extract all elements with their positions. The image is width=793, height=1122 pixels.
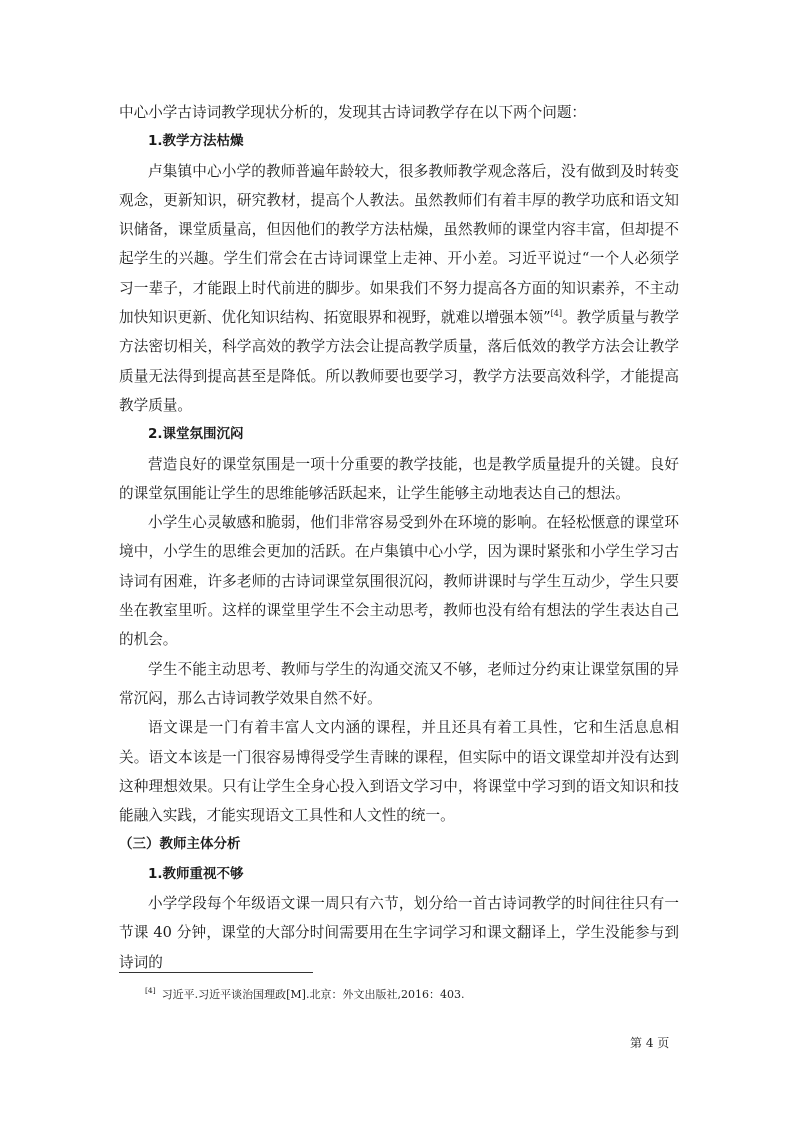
paragraph-intro: 中心小学古诗词教学现状分析的，发现其古诗词教学存在以下两个问题： — [119, 104, 587, 121]
paragraph-teaching-method — [119, 157, 679, 421]
heading-teaching-method: 1.教学方法枯燥 — [148, 133, 244, 150]
paragraph-text-after-cite: 。教学质量与教学方法密切相关，科学高效的教学方法会让提高教学质量，落后低效的教学方法会让教学质量无法得到提高甚至是降低。所以教师要也要学习，教学方法要高效科学，才能提高教学质量。 — [119, 309, 679, 414]
footnote-rule — [119, 972, 313, 973]
paragraph-atmosphere-4: 语文课是一门有着丰富人文内涵的课程，并且还具有着工具性，它和生活息息相关。语文本该是一门很容易博得受学生青睐的课程，但实际中的语文课堂却并没有达到这种理想效果。只有让学生全身心投入到语文学习中，将课堂中学习到的语文知识和技能融入实践，才能实现语文工具性和人文性的统一。 — [119, 719, 679, 825]
section-heading-teacher-analysis: （三）教师主体分析 — [119, 836, 241, 853]
heading-teacher-attention: 1.教师重视不够 — [148, 865, 244, 882]
body-text — [119, 98, 679, 977]
heading-class-atmosphere: 2.课堂氛围沉闷 — [148, 426, 244, 443]
paragraph-atmosphere-3: 学生不能主动思考、教师与学生的沟通交流又不够，老师过分约束让课堂氛围的异常沉闷，那么古诗词教学效果自然不好。 — [119, 660, 679, 707]
footnote-text: 习近平.习近平谈治国理政[M].北京：外文出版社,2016：403. — [161, 988, 465, 1001]
paragraph-atmosphere-1: 营造良好的课堂氛围是一项十分重要的教学技能，也是教学质量提升的关键。良好的课堂氛围能让学生的思维能够活跃起来，让学生能够主动地表达自己的想法。 — [119, 455, 679, 502]
paragraph-text: 卢集镇中心小学的教师普遍年龄较大，很多教师教学观念落后，没有做到及时转变观念，更新知识，研究教材，提高个人教法。虽然教师们有着丰厚的教学功底和语文知识储备，课堂质量高，但因他们的教学方法枯燥，虽然教师的课堂内容丰富，但却提不起学生的兴趣。学生们常会在古诗词课堂上走神、开小差。习近平说过“一个人必须学习一辈子，才能跟上时代前进的脚步。如果我们不努力提高各方面的知识素养，不主动加快知识更新、优化知识结构、拓宽眼界和视野，就难以增强本领” — [119, 162, 679, 327]
footnote — [145, 986, 464, 1002]
citation-marker: [4] — [550, 309, 562, 319]
paragraph-teacher-attention: 小学学段每个年级语文课一周只有六节，划分给一首古诗词教学的时间往往只有一节课 40 分钟，课堂的大部分时间需要用在生字词学习和课文翻译上，学生没能参与到诗词的 — [119, 895, 679, 971]
page-number: 第 4 页 — [630, 1036, 670, 1050]
footnote-mark: [4] — [145, 986, 156, 996]
paragraph-atmosphere-2: 小学生心灵敏感和脆弱，他们非常容易受到外在环境的影响。在轻松惬意的课堂环境中，小学生的思维会更加的活跃。在卢集镇中心小学，因为课时紧张和小学生学习古诗词有困难，许多老师的古诗词课堂氛围很沉闷，教师讲课时与学生互动少，学生只要坐在教室里听。这样的课堂里学生不会主动思考，教师也没有给有想法的学生表达自己的机会。 — [119, 514, 679, 649]
